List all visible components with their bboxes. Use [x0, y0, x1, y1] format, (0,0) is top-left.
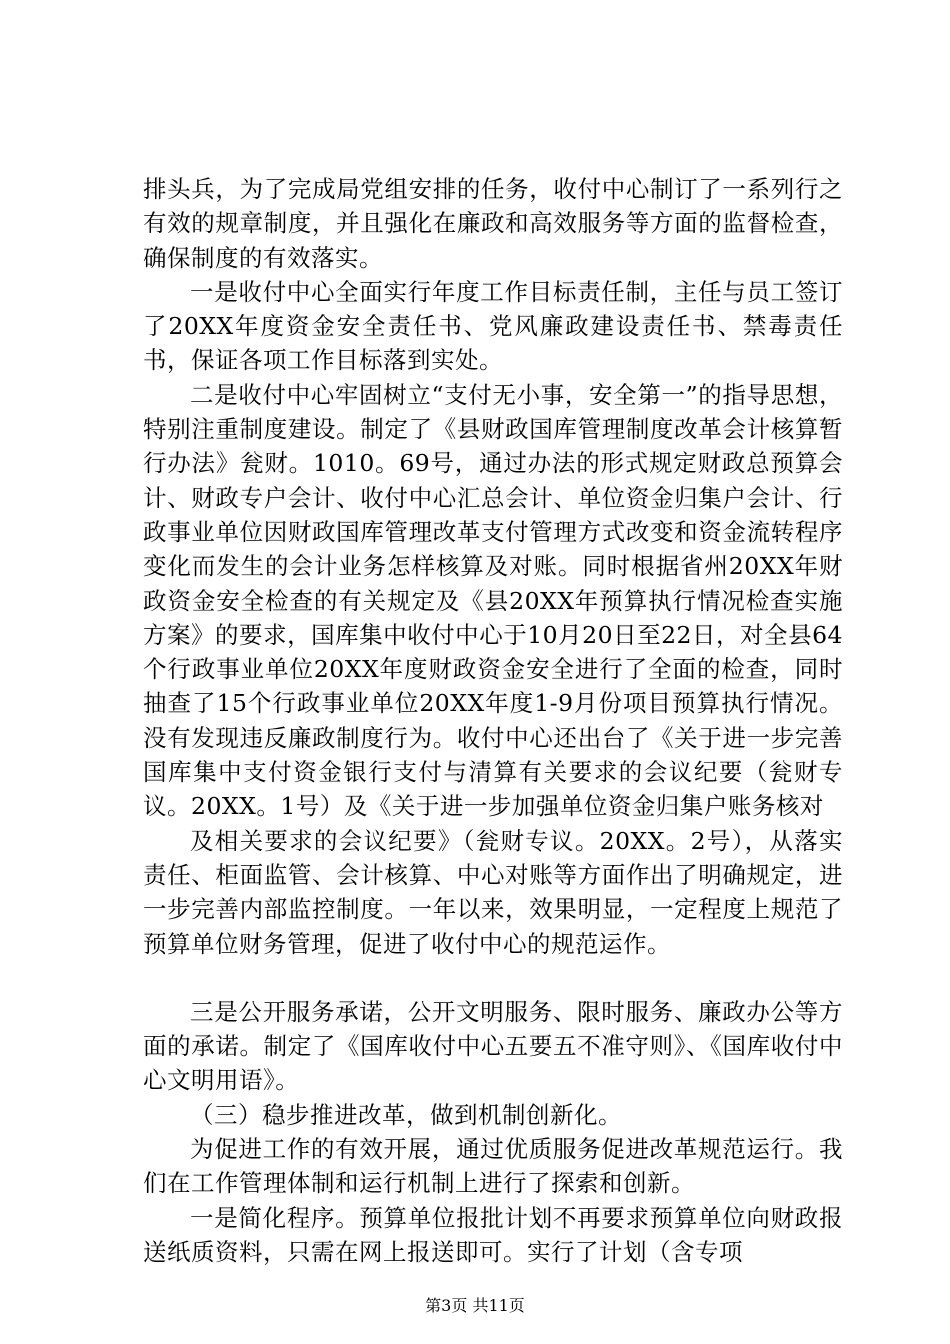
paragraph-simplify-procedure: 一是简化程序。预算单位报批计划不再要求预算单位向财政报送纸质资料，只需在网上报送即可。实行了计划（含专项	[143, 1203, 843, 1266]
paragraph-item-three: 三是公开服务承诺，公开文明服务、限时服务、廉政办公等方面的承诺。制定了《国库收付中心五要五不准守则》、《国库收付中心文明用语》。	[143, 997, 843, 1095]
paragraph-item-two-continued: 及相关要求的会议纪要》（瓮财专议。20XX。2号），从落实责任、柜面监管、会计核算、中心对账等方面作出了明确规定，进一步完善内部监控制度。一年以来，效果明显，一定程度上规范了预算单位财务管理，促进了收付中心的规范运作。	[143, 826, 843, 958]
paragraph-item-one: 一是收付中心全面实行年度工作目标责任制，主任与员工签订了20XX年度资金安全责任书、党风廉政建设责任书、禁毒责任书，保证各项工作目标落到实处。	[143, 277, 843, 375]
paragraph-reform-intro: 为促进工作的有效开展，通过优质服务促进改革规范运行。我们在工作管理体制和运行机制上进行了探索和创新。	[143, 1135, 843, 1198]
document-body	[143, 172, 843, 1269]
page-number-footer: 第3页 共11页	[425, 1296, 525, 1315]
section-heading-reform: （三）稳步推进改革，做到机制创新化。	[190, 1100, 622, 1129]
paragraph-intro: 排头兵，为了完成局党组安排的任务，收付中心制订了一系列行之有效的规章制度，并且强化在廉政和高效服务等方面的监督检查，确保制度的有效落实。	[143, 175, 843, 272]
paragraph-item-two: 二是收付中心牢固树立“支付无小事，安全第一”的指导思想，特别注重制度建设。制定了《县财政国库管理制度改革会计核算暂行办法》瓮财。1010。69号，通过办法的形式规定财政总预算会计、财政专户会计、收付中心汇总会计、单位资金归集户会计、行政事业单位因财政国库管理改革支付管理方式改变和资金流转程序变化而发生的会计业务怎样核算及对账。同时根据省州20XX年财政资金安全检查的有关规定及《县20XX年预算执行情况检查实施方案》的要求，国库集中收付中心于10月20日至22日，对全县64个行政事业单位20XX年度财政资金安全进行了全面的检查，同时抽查了15个行政事业单位20XX年度1-9月份项目预算执行情况。没有发现违反廉政制度行为。收付中心还出台了《关于进一步完善国库集中支付资金银行支付与清算有关要求的会议纪要（瓮财专议。20XX。1号）及《关于进一步加强单位资金归集户账务核对	[143, 380, 843, 821]
paragraph-gap	[143, 961, 843, 995]
